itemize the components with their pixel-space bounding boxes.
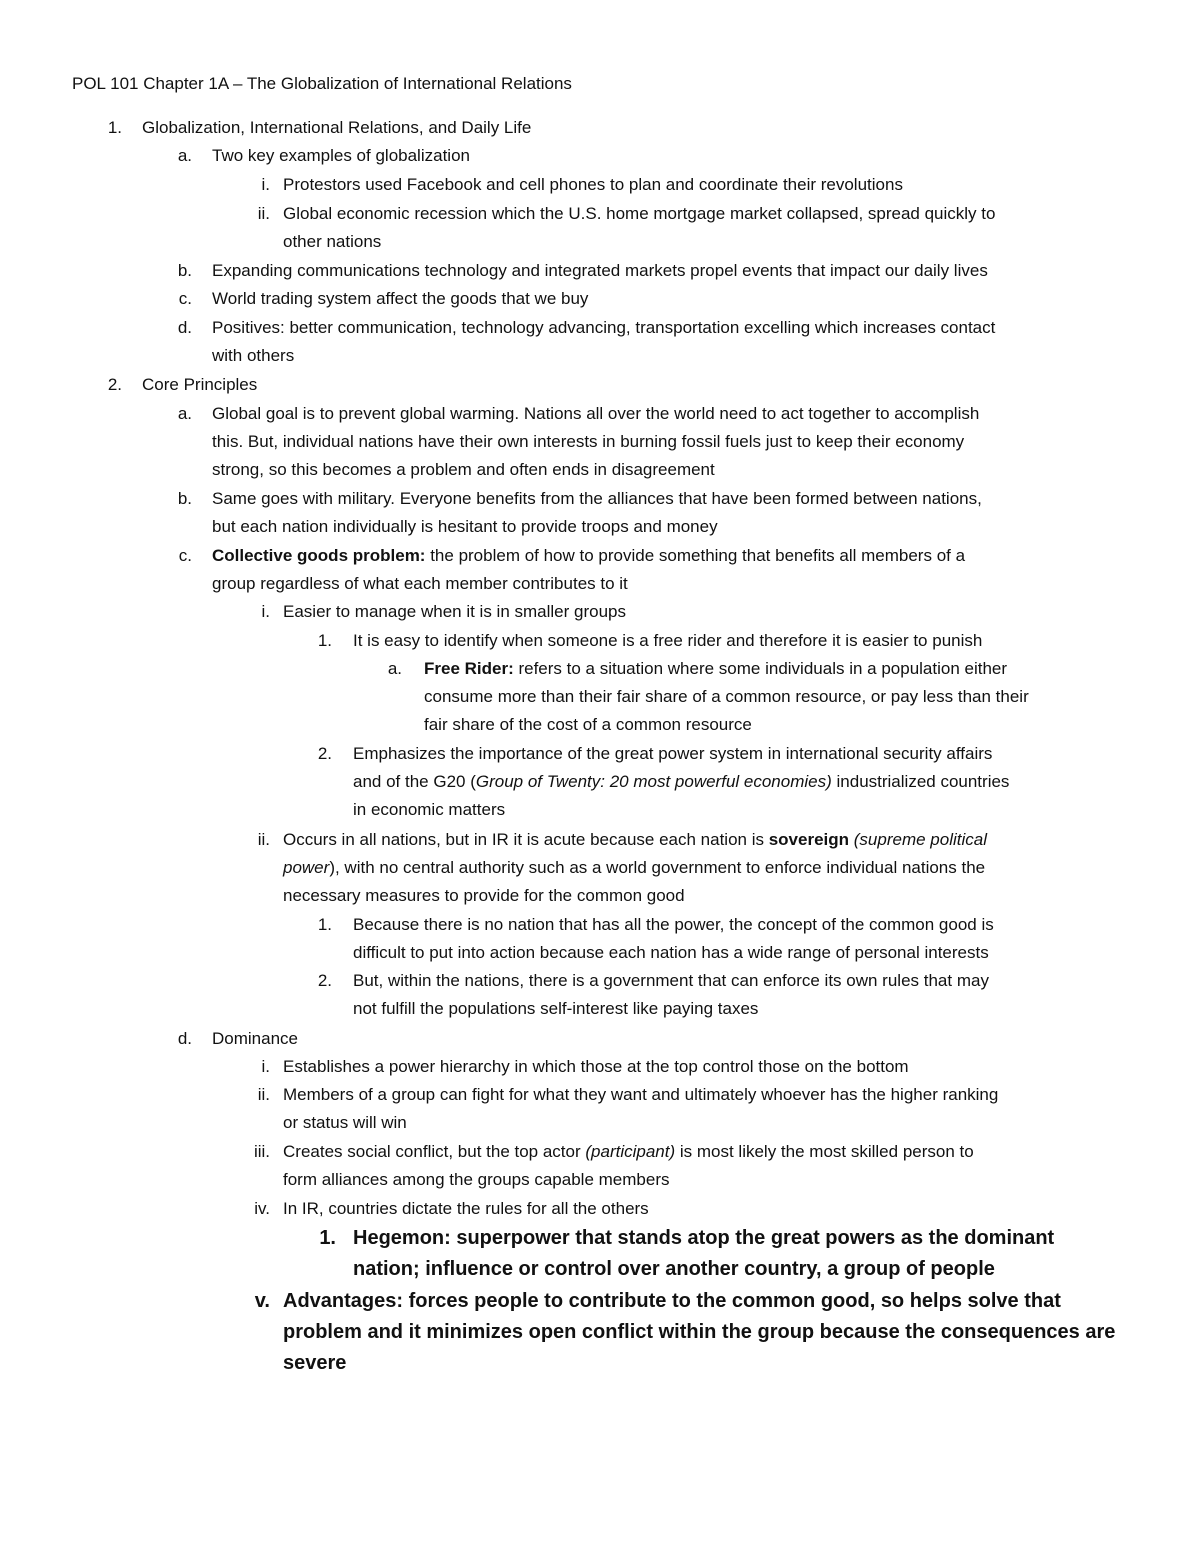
list-marker: 2.: [317, 971, 332, 990]
list-marker: i.: [261, 175, 270, 194]
list-marker: i.: [261, 602, 270, 621]
definition-term: Collective goods problem:: [212, 546, 426, 565]
list-item-text: in economic matters: [353, 800, 506, 819]
list-item-text: this. But, individual nations have their own interests in burning fossil fuels just to keep their economy: [212, 432, 965, 451]
definition-term: sovereign: [768, 830, 850, 849]
list-marker: iv.: [254, 1199, 270, 1218]
list-marker: 1.: [317, 915, 332, 934]
text-run: ), with no central authority such as a world government to enforce individual nations the: [329, 858, 986, 877]
list-item-text: Easier to manage when it is in smaller groups: [283, 602, 626, 621]
list-marker: i.: [261, 1057, 270, 1076]
list-item-text: Expanding communications technology and integrated markets propel events that impact our daily lives: [212, 261, 988, 280]
list-item-text: severe: [283, 1352, 347, 1374]
definition-term: Hegemon: [353, 1227, 445, 1249]
list-marker: d.: [177, 318, 192, 337]
list-item-text: Advantages: forces people to contribute to the common good, so helps solve that: [283, 1290, 1061, 1312]
list-item-text: Members of a group can fight for what they want and ultimately whoever has the higher ranking: [283, 1085, 999, 1104]
definition-term: Free Rider:: [424, 659, 514, 678]
list-item-text: Two key examples of globalization: [212, 146, 470, 165]
section-heading: Core Principles: [142, 375, 258, 394]
list-item-text: strong, so this becomes a problem and often ends in disagreement: [212, 460, 715, 479]
list-item-text: difficult to put into action because each nation has a wide range of personal interests: [353, 943, 989, 962]
list-item-text: fair share of the cost of a common resource: [424, 715, 752, 734]
section-heading: Globalization, International Relations, and Daily Life: [142, 118, 532, 137]
text-run: is most likely the most skilled person to: [675, 1142, 974, 1161]
list-marker: ii.: [257, 1085, 270, 1104]
list-item-text: with others: [212, 346, 295, 365]
italic-gloss: power: [283, 858, 330, 877]
list-marker: iii.: [253, 1142, 270, 1161]
list-item-text: Global economic recession which the U.S. home mortgage market collapsed, spread quickly to: [283, 204, 996, 223]
list-marker: 2.: [107, 375, 122, 394]
list-marker: a.: [177, 404, 192, 423]
list-item-text: Protestors used Facebook and cell phones to plan and coordinate their revolutions: [283, 175, 903, 194]
list-item-text: but each nation individually is hesitant to provide troops and money: [212, 517, 718, 536]
definition-text: : superpower that stands atop the great powers as the dominant: [444, 1227, 1055, 1249]
text-run: industrialized countries: [831, 772, 1010, 791]
list-item-text: Global goal is to prevent global warming. Nations all over the world need to act together to accomplish: [212, 404, 980, 423]
list-item-text: Same goes with military. Everyone benefits from the alliances that have been formed between nations,: [212, 489, 982, 508]
text-run: Creates social conflict, but the top actor: [283, 1142, 586, 1161]
list-item-text: consume more than their fair share of a common resource, or pay less than their: [424, 687, 1029, 706]
list-item-text: [424, 659, 1007, 679]
italic-gloss: Group of Twenty: 20 most powerful economies): [475, 772, 832, 791]
list-item-text: [283, 830, 987, 850]
list-item-text: or status will win: [283, 1113, 407, 1132]
list-item-text: other nations: [283, 232, 382, 251]
list-marker: a.: [177, 146, 192, 165]
list-marker: 1.: [107, 118, 122, 137]
list-item-text: [283, 1142, 974, 1162]
list-item-text: Establishes a power hierarchy in which those at the top control those on the bottom: [283, 1057, 909, 1076]
list-item-text: World trading system affect the goods that we buy: [212, 289, 589, 308]
list-marker: c.: [178, 289, 192, 308]
list-item-text: group regardless of what each member contributes to it: [212, 574, 628, 593]
text-run: Occurs in all nations, but in IR it is acute because each nation is: [283, 830, 769, 849]
list-marker: ii.: [257, 204, 270, 223]
definition-text: refers to a situation where some individuals in a population either: [513, 659, 1008, 678]
italic-gloss: (supreme political: [849, 830, 987, 849]
list-item-text: problem and it minimizes open conflict within the group because the consequences are: [283, 1321, 1116, 1343]
list-item-text: Positives: better communication, technology advancing, transportation excelling which increases contact: [212, 318, 996, 337]
list-item-text: Emphasizes the importance of the great power system in international security affairs: [353, 744, 993, 763]
list-item-text: It is easy to identify when someone is a free rider and therefore it is easier to punish: [353, 631, 983, 650]
list-marker: d.: [177, 1029, 192, 1048]
list-item-text: Dominance: [212, 1029, 298, 1048]
list-marker: c.: [178, 546, 192, 565]
list-item-text: In IR, countries dictate the rules for all the others: [283, 1199, 649, 1218]
italic-gloss: (participant): [585, 1142, 676, 1161]
list-item-text: form alliances among the groups capable members: [283, 1170, 670, 1189]
list-item-text: not fulfill the populations self-interest like paying taxes: [353, 999, 759, 1018]
list-item-text: [212, 546, 965, 566]
list-marker: 1.: [317, 631, 332, 650]
list-marker: 1.: [319, 1227, 336, 1249]
list-marker: b.: [177, 489, 192, 508]
list-item-text: [353, 772, 1009, 792]
list-item-text: Because there is no nation that has all the power, the concept of the common good is: [353, 915, 994, 934]
text-run: and of the G20 (: [353, 772, 476, 791]
list-marker: a.: [387, 659, 402, 678]
list-marker: b.: [177, 261, 192, 280]
list-marker: ii.: [257, 830, 270, 849]
list-item-text: nation; influence or control over another country, a group of people: [353, 1258, 995, 1280]
list-item-text: [353, 1227, 1054, 1250]
list-marker: 2.: [317, 744, 332, 763]
definition-text: the problem of how to provide something that benefits all members of a: [425, 546, 966, 565]
list-item-text: [283, 858, 985, 878]
list-item-text: necessary measures to provide for the common good: [283, 886, 685, 905]
page-title: POL 101 Chapter 1A – The Globalization of International Relations: [72, 74, 572, 93]
list-item-text: But, within the nations, there is a government that can enforce its own rules that may: [353, 971, 989, 990]
list-marker: v.: [254, 1290, 270, 1312]
